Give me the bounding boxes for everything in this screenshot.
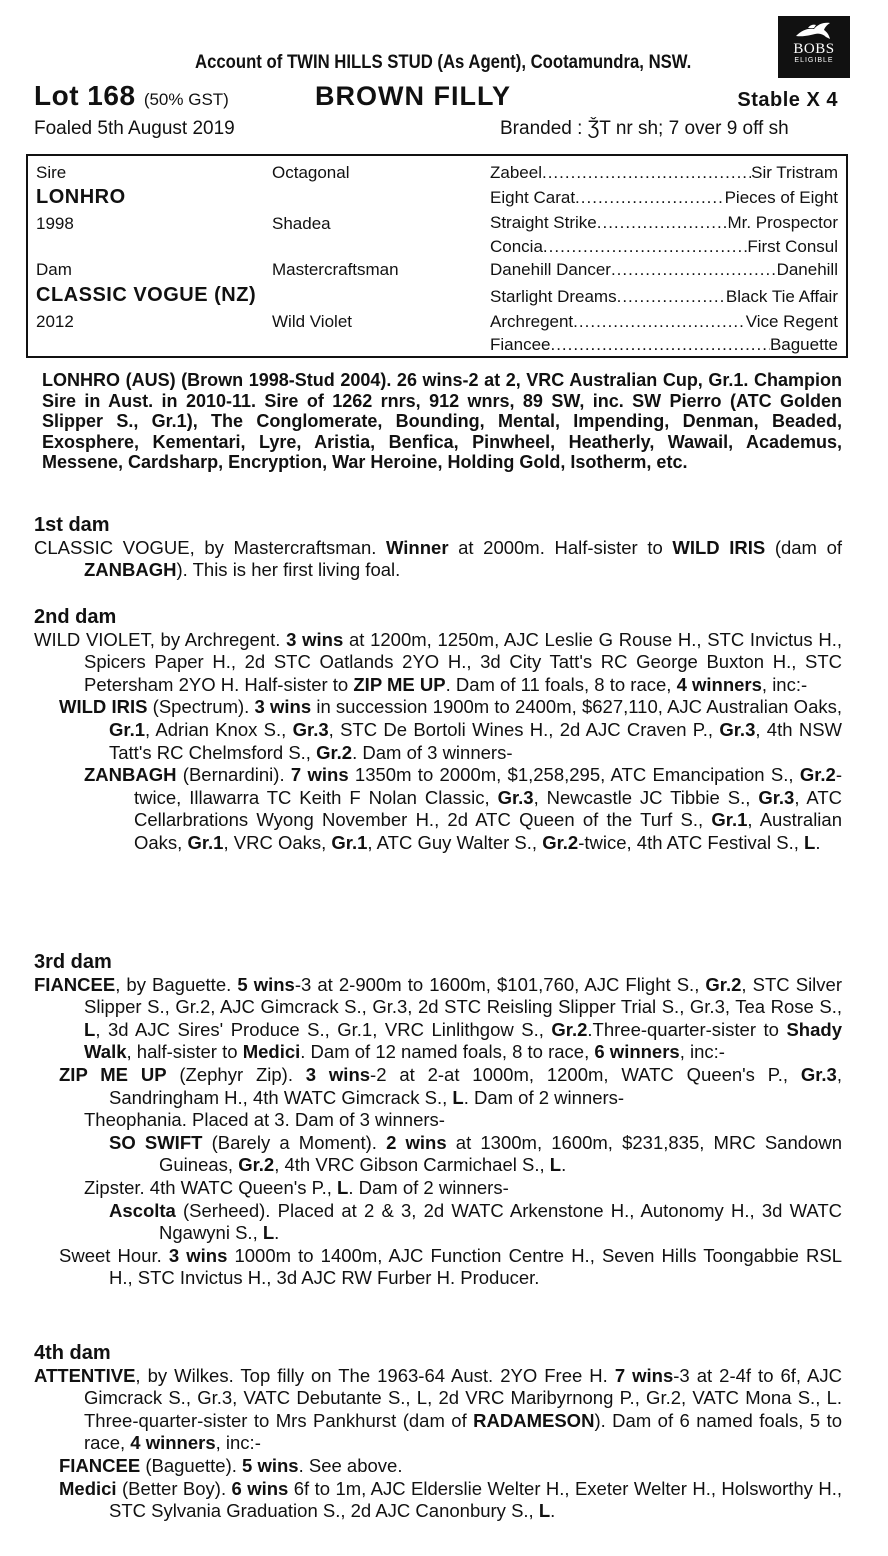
- bold-text: Gr.3: [800, 1063, 837, 1085]
- bold-text: WILD IRIS: [59, 696, 148, 718]
- ancestor-row: [490, 260, 838, 280]
- ancestor-name: Starlight Dreams: [490, 287, 617, 306]
- vendor-account: Account of TWIN HILLS STUD (As Agent), Cootamundra, NSW.: [195, 52, 692, 73]
- logo-name: BOBS: [793, 41, 835, 57]
- bold-text: 4 winners: [676, 673, 762, 695]
- ancestor-sire: Vice Regent: [745, 312, 838, 331]
- section-body: [34, 1365, 842, 1523]
- bold-text: Gr.1: [331, 831, 368, 853]
- ancestor-sire: Sir Tristram: [751, 163, 838, 182]
- ancestor-sire: Baguette: [769, 335, 838, 354]
- pedigree-entry: [34, 629, 842, 697]
- horse-description: BROWN FILLY: [315, 81, 511, 111]
- ancestor-sire: First Consul: [747, 237, 838, 256]
- bold-text: Shady Walk: [84, 1018, 842, 1063]
- entry-text: (dam of: [765, 536, 843, 558]
- bold-text: L: [804, 831, 816, 853]
- bold-text: Gr.2: [551, 1018, 588, 1040]
- entry-text: -twice, Illawarra TC Keith F Nolan Classic,: [134, 764, 842, 808]
- bold-text: 3 wins: [286, 628, 344, 650]
- entry-text: , ATC Guy Walter S.,: [367, 831, 543, 853]
- entry-text: , Adrian Knox S.,: [145, 718, 293, 740]
- logo-subtitle: ELIGIBLE: [794, 57, 834, 64]
- bold-text: ZIP ME UP: [353, 673, 446, 695]
- bold-text: Gr.2: [542, 831, 579, 853]
- entry-text: (Better Boy).: [116, 1477, 232, 1499]
- entry-text: -3 at 2-4f to 6f, AJC Gimcrack S., Gr.3, VATC Debutante S., L, 2d VRC Maribyrnong P., Gr.2, VATC Mona S., L. Three-quarter-sister to Mrs Pankhurst (dam of: [84, 1364, 843, 1431]
- bold-text: L: [549, 1154, 562, 1176]
- entry-text: , by Wilkes. Top filly on The 1963-64 Aust. 2YO Free H.: [135, 1364, 615, 1386]
- entry-text: . Dam of 2 winners-: [463, 1086, 625, 1108]
- entry-text: CLASSIC VOGUE, by Mastercraftsman.: [34, 536, 386, 558]
- ancestor-row: [490, 312, 838, 332]
- bold-text: WILD IRIS: [672, 536, 766, 558]
- bold-text: Gr.3: [497, 786, 534, 808]
- entry-text: at 1300m, 1600m, $231,835, MRC Sandown Guineas,: [159, 1131, 842, 1176]
- pedigree-entry: [59, 1455, 842, 1478]
- bold-text: Gr.2: [316, 741, 353, 763]
- section-body: [34, 629, 842, 855]
- bold-text: SO SWIFT: [109, 1131, 203, 1153]
- sire-name: LONHRO: [36, 186, 126, 208]
- sire-sire: Octagonal: [272, 163, 350, 182]
- gst-note: (50% GST): [143, 90, 229, 109]
- bold-text: L: [262, 1222, 275, 1244]
- third-dam-section: [34, 951, 842, 1290]
- ancestor-sire: Black Tie Affair: [725, 287, 838, 306]
- entry-text: . Dam of 3 winners-: [352, 741, 513, 763]
- section-heading: 3rd dam: [34, 951, 112, 973]
- entry-text: at 1200m, 1250m, AJC Leslie G Rouse H., STC Invictus H., Spicers Paper H., 2d STC Oatlands 2YO H., 3d City Tatt's RC George Buxton H., STC Petersham 2YO H. Half-sister to: [84, 628, 842, 695]
- bold-text: ATTENTIVE: [34, 1364, 136, 1386]
- entry-text: (Serheed). Placed at 2 & 3, 2d WATC Arkenstone H., Autonomy H., 3d WATC Ngawyni S.,: [159, 1199, 842, 1244]
- section-heading: 1st dam: [34, 514, 110, 536]
- entry-text: .: [550, 1500, 556, 1522]
- entry-text: , 4th NSW Tatt's RC Chelmsford S.,: [109, 718, 842, 763]
- fourth-dam-section: [34, 1342, 842, 1523]
- entry-text: Zipster. 4th WATC Queen's P.,: [84, 1176, 338, 1198]
- bold-text: Gr.3: [719, 718, 756, 740]
- entry-text: 1000m to 1400m, AJC Function Centre H., Seven Hills Toongabbie RSL H., STC Invictus H., 3d AJC RW Furber H. Producer.: [109, 1244, 842, 1289]
- stable-number: Stable X 4: [737, 89, 838, 111]
- pedigree-entry: [84, 764, 842, 854]
- entry-text: WILD VIOLET, by Archregent.: [34, 628, 287, 650]
- bold-text: 5 wins: [242, 1454, 299, 1476]
- lot-label: Lot 168: [34, 80, 136, 111]
- bold-text: 3 wins: [254, 696, 312, 718]
- ancestor-row: [490, 188, 838, 208]
- entry-text: . See above.: [298, 1454, 403, 1476]
- entry-text: (Bernardini).: [176, 764, 291, 786]
- bold-text: 7 wins: [290, 764, 349, 786]
- entry-text: .: [815, 831, 821, 853]
- ancestor-name: Concia: [490, 237, 543, 256]
- foaled-date: Foaled 5th August 2019: [34, 118, 235, 139]
- entry-text: .: [274, 1222, 280, 1244]
- entry-text: . Dam of 11 foals, 8 to race,: [445, 673, 677, 695]
- horse-icon: [794, 20, 834, 42]
- bold-text: Medici: [242, 1041, 301, 1063]
- dam-sire: Mastercraftsman: [272, 260, 399, 279]
- entry-text: , inc:-: [679, 1041, 725, 1063]
- bold-text: Medici: [59, 1477, 117, 1499]
- ancestor-sire: Pieces of Eight: [724, 188, 838, 207]
- bold-text: Gr.1: [711, 809, 748, 831]
- section-body: [34, 537, 842, 582]
- ancestor-name: Straight Strike: [490, 213, 597, 232]
- ancestor-sire: Mr. Prospector: [727, 213, 838, 232]
- leader-dots: [542, 163, 751, 183]
- brand-marks: Branded : ǮT nr sh; 7 over 9 off sh: [500, 118, 789, 139]
- leader-dots: [597, 213, 728, 233]
- ancestor-row: [490, 237, 838, 257]
- entry-text: .: [561, 1154, 567, 1176]
- bold-text: FIANCEE: [34, 973, 116, 995]
- bold-text: 6 wins: [231, 1477, 289, 1499]
- sire-summary: LONHRO (AUS) (Brown 1998-Stud 2004). 26 wins-2 at 2, VRC Australian Cup, Gr.1. Champion Sire in Aust. in 2010-11. Sire of 1262 rnrs, 912 wnrs, 89 SW, inc. SW Pierro (ATC Golden Slipper S., Gr.1), The Conglomerate, Bounding, Mental, Impending, Denman, Beaded, Exosphere, Kementari, Lyre, Aristia, Benfica, Pinwheel, Heatherly, Wawail, Academus, Messene, Cardsharp, Encryption, War Heroine, Holding Gold, Isotherm, etc.: [42, 370, 842, 472]
- entry-text: , inc:-: [761, 673, 808, 695]
- section-heading: 2nd dam: [34, 606, 117, 628]
- pedigree-entry: [109, 1132, 842, 1177]
- dam-dam: Wild Violet: [272, 312, 352, 331]
- pedigree-entry: [59, 696, 842, 764]
- pedigree-entry: [34, 1365, 842, 1455]
- entry-text: in succession 1900m to 2400m, $627,110, AJC Australian Oaks,: [311, 696, 842, 718]
- bold-text: 6 winners: [594, 1041, 680, 1063]
- entry-text: . Dam of 12 named foals, 8 to race,: [300, 1041, 595, 1063]
- bold-text: RADAMESON: [473, 1409, 595, 1431]
- ancestor-row: [490, 213, 838, 233]
- entry-text: , 4th VRC Gibson Carmichael S.,: [274, 1154, 550, 1176]
- bold-text: 4 winners: [130, 1432, 216, 1454]
- bold-text: ZANBAGH: [84, 559, 177, 581]
- dam-label: Dam: [36, 260, 72, 279]
- entry-text: Sweet Hour.: [59, 1244, 169, 1266]
- bold-text: Gr.1: [187, 831, 224, 853]
- entry-text: (Baguette).: [140, 1454, 243, 1476]
- leader-dots: [550, 335, 769, 355]
- entry-text: (Zephyr Zip).: [166, 1063, 306, 1085]
- entry-text: , STC Silver Slipper S., Gr.2, AJC Gimcrack S., Gr.3, 2d STC Reisling Slipper Trial S., Gr.3, Tea Rose S.,: [84, 973, 842, 1018]
- entry-text: Theophania. Placed at 3. Dam of 3 winners-: [84, 1109, 445, 1131]
- entry-text: , ATC Cellarbrations Wyong November H., 2d ATC Queen of the Turf S.,: [134, 786, 842, 831]
- lot-number: [34, 80, 229, 112]
- bold-text: ZIP ME UP: [59, 1063, 167, 1085]
- entry-text: 6f to 1m, AJC Elderslie Welter H., Exeter Welter H., Holsworthy H., STC Sylvania Graduation S., 2d AJC Canonbury S.,: [109, 1477, 842, 1522]
- ancestor-name: Archregent: [490, 312, 574, 331]
- entry-text: , half-sister to: [126, 1041, 243, 1063]
- ancestor-sire: Danehill: [776, 260, 838, 279]
- leader-dots: [543, 237, 747, 257]
- leader-dots: [617, 287, 726, 307]
- ancestor-row: [490, 335, 838, 355]
- entry-text: . Dam of 2 winners-: [348, 1176, 509, 1198]
- bold-text: 3 wins: [168, 1244, 228, 1266]
- leader-dots: [575, 188, 725, 208]
- pedigree-entry: [59, 1064, 842, 1109]
- bold-text: Winner: [385, 536, 449, 558]
- pedigree-entry: [59, 1245, 842, 1290]
- bold-text: L: [538, 1500, 551, 1522]
- entry-text: , STC De Bortoli Wines H., 2d AJC Craven P.,: [328, 718, 720, 740]
- entry-text: at 2000m. Half-sister to: [448, 536, 673, 558]
- section-body: [34, 974, 842, 1290]
- bold-text: L: [452, 1086, 464, 1108]
- pedigree-entry: [84, 1177, 842, 1200]
- bold-text: 2 wins: [386, 1131, 447, 1153]
- entry-text: , VRC Oaks,: [223, 831, 332, 853]
- leader-dots: [611, 260, 777, 280]
- bold-text: Gr.2: [799, 764, 836, 786]
- entry-text: , 3d AJC Sires' Produce S., Gr.1, VRC Linlithgow S.,: [95, 1018, 552, 1040]
- bold-text: Gr.1: [109, 718, 145, 740]
- pedigree-entry: [109, 1200, 842, 1245]
- entry-text: , Australian Oaks,: [134, 809, 842, 853]
- entry-text: -2 at 2-at 1000m, 1200m, WATC Queen's P.,: [370, 1063, 801, 1085]
- entry-text: ). This is her first living foal.: [176, 559, 401, 581]
- second-dam-section: [34, 606, 842, 855]
- first-dam-section: [34, 514, 842, 582]
- dam-name: CLASSIC VOGUE (NZ): [36, 284, 257, 306]
- ancestor-name: Zabeel: [490, 163, 542, 182]
- pedigree-entry: [59, 1478, 842, 1523]
- bold-text: L: [337, 1176, 349, 1198]
- ancestor-row: [490, 163, 838, 183]
- sire-year: 1998: [36, 214, 74, 233]
- entry-text: -twice, 4th ATC Festival S.,: [578, 831, 805, 853]
- bold-text: Ascolta: [109, 1199, 176, 1221]
- entry-text: , Newcastle JC Tibbie S.,: [533, 786, 759, 808]
- pedigree-entry: [84, 1109, 842, 1132]
- ancestor-name: Fiancee: [490, 335, 551, 354]
- ancestor-name: Eight Carat: [490, 188, 576, 207]
- bold-text: Gr.2: [238, 1154, 275, 1176]
- section-heading: 4th dam: [34, 1342, 111, 1364]
- entry-text: , Sandringham H., 4th WATC Gimcrack S.,: [109, 1063, 842, 1108]
- bold-text: FIANCEE: [59, 1454, 141, 1476]
- pedigree-entry: [34, 537, 842, 582]
- dam-year: 2012: [36, 312, 74, 331]
- pedigree-entry: [34, 974, 842, 1064]
- entry-text: -3 at 2-900m to 1600m, $101,760, AJC Flight S.,: [294, 973, 706, 995]
- ancestor-name: Danehill Dancer: [490, 260, 611, 279]
- entry-text: ). Dam of 6 named foals, 5 to race,: [84, 1409, 842, 1454]
- bold-text: Gr.3: [758, 786, 795, 808]
- leader-dots: [573, 312, 746, 332]
- entry-text: (Barely a Moment).: [202, 1131, 387, 1153]
- bold-text: ZANBAGH: [84, 764, 177, 786]
- entry-text: 1350m to 2000m, $1,258,295, ATC Emancipation S.,: [348, 764, 800, 786]
- entry-text: .Three-quarter-sister to: [587, 1018, 787, 1040]
- pedigree-table: [26, 154, 848, 358]
- ancestor-row: [490, 287, 838, 307]
- sire-dam: Shadea: [272, 214, 331, 233]
- entry-text: (Spectrum).: [147, 696, 255, 718]
- bold-text: Gr.3: [292, 718, 329, 740]
- sire-label: Sire: [36, 163, 67, 182]
- bold-text: Gr.2: [705, 973, 742, 995]
- bold-text: 3 wins: [305, 1063, 371, 1085]
- bold-text: 7 wins: [614, 1364, 674, 1386]
- entry-text: , inc:-: [215, 1432, 261, 1454]
- bold-text: 5 wins: [237, 973, 295, 995]
- bold-text: L: [84, 1018, 96, 1040]
- entry-text: , by Baguette.: [115, 973, 238, 995]
